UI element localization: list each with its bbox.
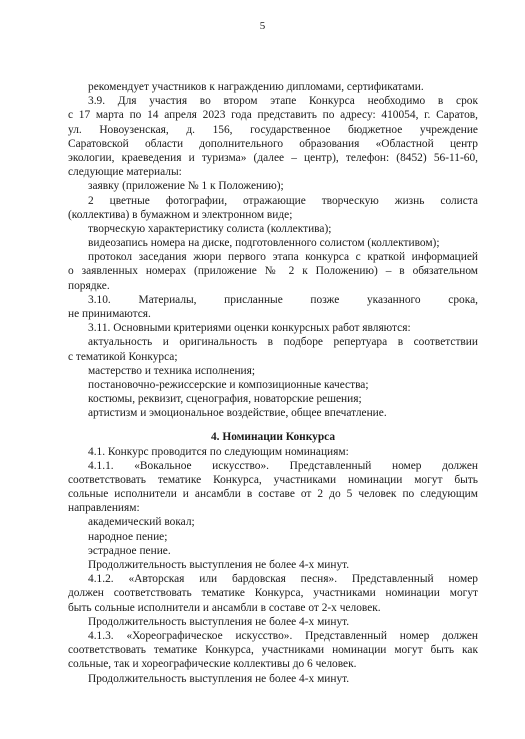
text-line: заявку (приложение № 1 к Положению); [88,180,284,193]
text-line: творческую характеристику солиста (коллектива); [88,222,332,235]
text-line: 2 цветные фотографии, отражающие творческую жизнь солиста [88,194,478,207]
text-line: с тематикой Конкурса; [68,350,178,363]
section-4-heading: 4. Номинации Конкурса [210,430,336,443]
text-line: порядке. [68,279,110,292]
text-line: соответствовать тематике Конкурса, участниками номинации могут быть [68,473,478,486]
text-line: 3.11. Основными критериями оценки конкурсных работ являются: [88,322,411,335]
text-line: быть сольные исполнители и ансамбли в составе от 2-х человек. [68,601,381,614]
text-line: Саратовской области дополнительного образования «Областной центр [68,137,478,150]
text-line: 3.9. Для участия во втором этапе Конкурса необходимо в срок [88,95,478,108]
text-line: ул. Новоузенская, д. 156, государственное бюджетное учреждение [68,123,478,136]
text-line: актуальность и оригинальность в подборе репертуара в соответствии [88,336,478,349]
text-line: с 17 марта по 14 апреля 2023 года представить по адресу: 410054, г. Саратов, [68,109,478,122]
text-line: артистизм и эмоциональное воздействие, общее впечатление. [88,407,387,420]
text-line: экологии, краеведения и туризма» (далее – центр), телефон: (8452) 56-11-60, [68,151,478,164]
text-line: не принимаются. [68,308,151,320]
text-line: должен соответствовать тематике Конкурса, участниками номинации могут [68,587,478,600]
text-line: 4.1. Конкурс проводится по следующим номинациям: [88,445,349,458]
text-line: 3.10. Материалы, присланные позже указанного срока, [88,293,478,306]
text-line: видеозапись номера на диске, подготовленного солистом (коллективом); [88,237,440,250]
text-line: мастерство и техника исполнения; [88,364,256,377]
section-4-text [68,445,478,686]
text-line: (коллектива) в бумажном и электронном виде; [68,208,293,221]
text-line: 4.1.1. «Вокальное искусство». Представленный номер должен [88,459,478,472]
text-line: 4.1.2. «Авторская или бардовская песня». Представленный номер [88,573,478,586]
text-line: постановочно-режиссерские и композиционные качества; [88,378,369,391]
text-line: эстрадное пение. [88,544,171,557]
document-body [68,80,478,686]
text-line: сольные, так и хореографические коллективы до 6 человек. [68,658,357,671]
text-line: Продолжительность выступления не более 4-х минут. [88,615,350,628]
page-number: 5 [259,20,266,32]
text-line: Продолжительность выступления не более 4-х минут. [88,672,350,685]
text-line: народное пение; [88,530,168,543]
text-line: Продолжительность выступления не более 4-х минут. [88,559,350,571]
text-line: следующие материалы: [68,166,182,179]
text-line: соответствовать тематике Конкурса, участниками номинации могут быть как [68,644,478,657]
text-line: академический вокал; [88,516,195,529]
text-line: о заявленных номерах (приложение № 2 к Положению) – в обязательном [68,265,478,278]
text-line: рекомендует участников к награждению дипломами, сертификатами. [88,81,424,93]
text-line: протокол заседания жюри первого этапа конкурса с краткой информацией [88,251,478,264]
text-line: направлениям: [68,502,140,515]
text-line: 4.1.3. «Хореографическое искусство». Представленный номер должен [88,629,478,642]
text-line: костюмы, реквизит, сценография, новаторские решения; [88,393,362,406]
text-line: сольные исполнители и ансамбли в составе от 2 до 5 человек по следующим [68,488,478,501]
section-3-text [68,80,478,421]
